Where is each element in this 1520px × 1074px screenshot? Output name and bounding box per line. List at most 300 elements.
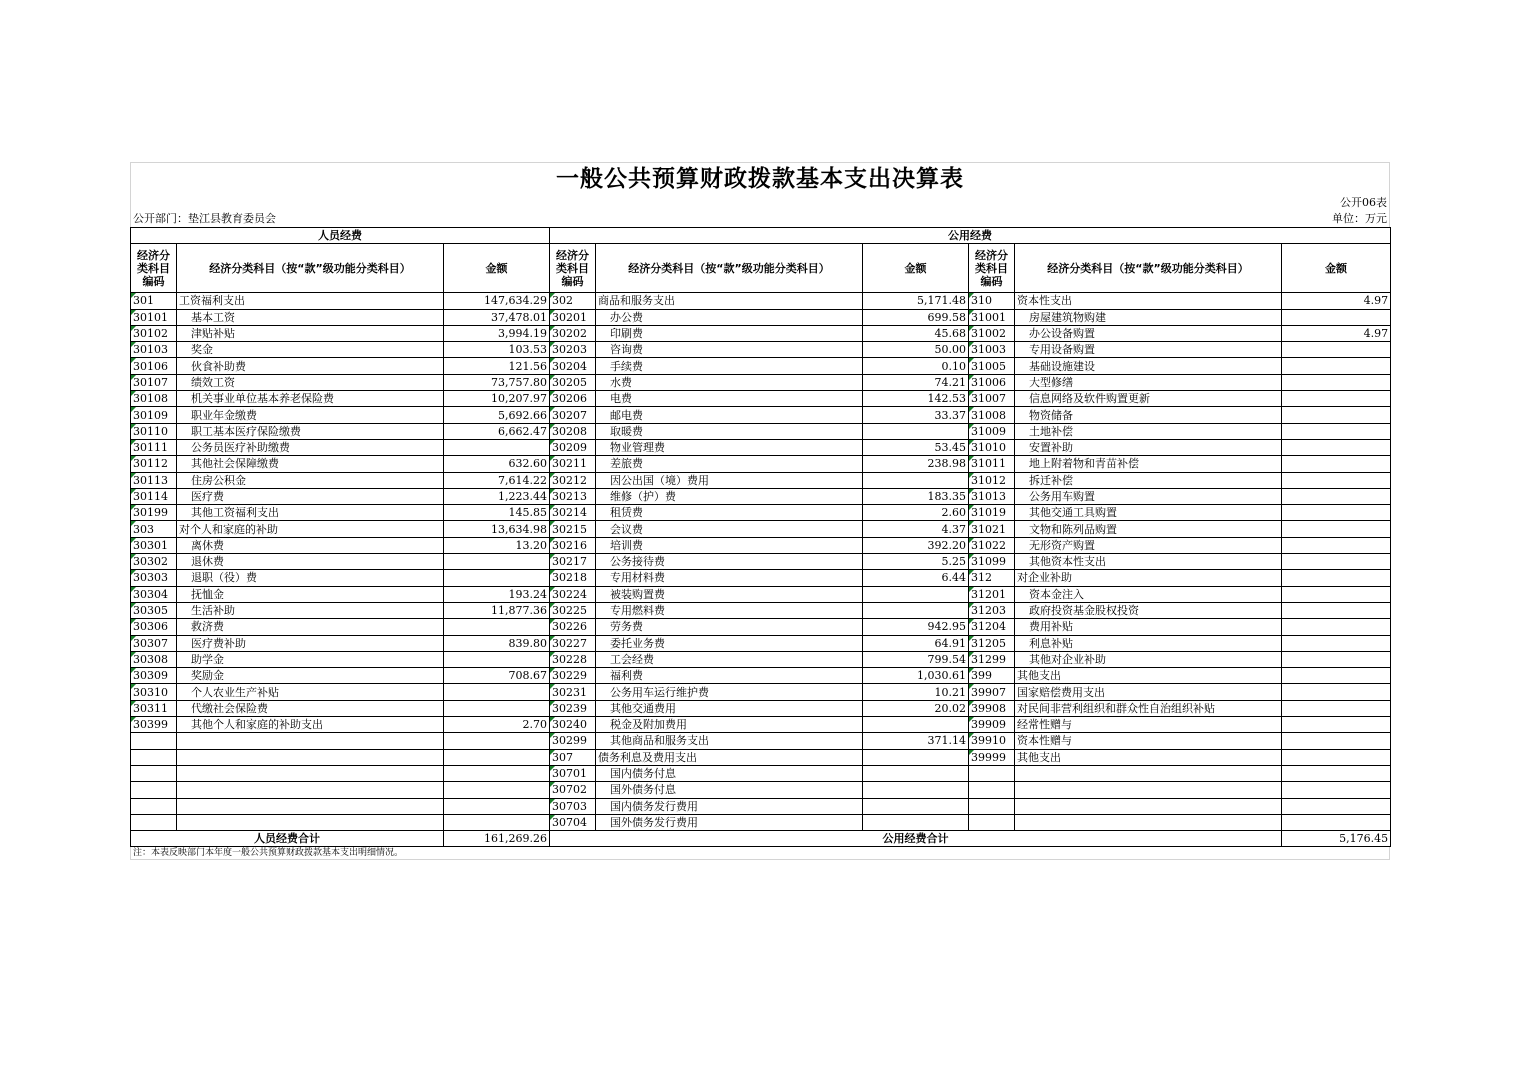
amount-cell [444,570,550,586]
code-cell: 30702 [550,782,596,798]
code-cell: 30227 [550,635,596,651]
table-row [131,374,1391,390]
item-name-cell: 绩效工资 [177,374,444,390]
code-cell: 30225 [550,602,596,618]
table-row [131,814,1391,830]
amount-cell [1282,700,1391,716]
amount-cell: 371.14 [863,733,969,749]
amount-cell [1282,765,1391,781]
item-name-cell: 费用补贴 [1015,619,1282,635]
amount-cell [444,439,550,455]
item-name-cell: 资本金注入 [1015,586,1282,602]
item-name-cell: 基础设施建设 [1015,358,1282,374]
amount-cell: 942.95 [863,619,969,635]
item-name-cell: 邮电费 [596,407,863,423]
code-cell: 310 [969,293,1015,309]
department-label: 公开部门：垫江县教育委员会 [133,212,276,225]
table-row [131,423,1391,439]
code-cell: 30310 [131,684,177,700]
amount-cell: 2.60 [863,505,969,521]
amount-cell [1282,619,1391,635]
code-cell: 30209 [550,439,596,455]
table-row [131,342,1391,358]
item-name-cell: 利息补贴 [1015,635,1282,651]
item-name-cell: 职业年金缴费 [177,407,444,423]
code-cell: 39909 [969,717,1015,733]
amount-cell: 53.45 [863,439,969,455]
code-cell: 30399 [131,717,177,733]
code-cell: 39999 [969,749,1015,765]
department-row [130,211,1390,227]
amount-cell: 3,994.19 [444,325,550,341]
item-name-cell: 伙食补助费 [177,358,444,374]
code-cell: 30203 [550,342,596,358]
item-name-cell: 专用材料费 [596,570,863,586]
item-name-cell: 专用设备购置 [1015,342,1282,358]
amount-cell [1282,635,1391,651]
amount-cell: 10.21 [863,684,969,700]
code-cell: 31012 [969,472,1015,488]
item-name-cell: 对个人和家庭的补助 [177,521,444,537]
item-name-cell: 房屋建筑物购建 [1015,309,1282,325]
item-name-cell: 公务用车购置 [1015,488,1282,504]
item-name-cell: 津贴补贴 [177,325,444,341]
item-name-cell: 培训费 [596,537,863,553]
amount-cell [1282,521,1391,537]
item-name-cell: 助学金 [177,651,444,667]
code-cell: 30704 [550,814,596,830]
table-row [131,651,1391,667]
code-cell: 31001 [969,309,1015,325]
table-row [131,798,1391,814]
table-row [131,570,1391,586]
amount-cell: 50.00 [863,342,969,358]
table-row [131,537,1391,553]
amount-cell [1282,472,1391,488]
amount-cell [444,782,550,798]
code-cell: 31201 [969,586,1015,602]
item-name-cell [1015,798,1282,814]
code-cell [131,749,177,765]
item-name-cell: 离休费 [177,537,444,553]
code-cell: 30239 [550,700,596,716]
amount-cell: 4.97 [1282,293,1391,309]
item-name-cell: 其他交通工具购置 [1015,505,1282,521]
amount-cell [1282,586,1391,602]
item-name-cell: 国内债务发行费用 [596,798,863,814]
code-cell: 30211 [550,456,596,472]
amount-cell [444,765,550,781]
item-name-cell: 抚恤金 [177,586,444,602]
code-cell: 30107 [131,374,177,390]
amount-cell [1282,374,1391,390]
amount-cell [444,619,550,635]
item-name-cell: 其他社会保障缴费 [177,456,444,472]
item-name-cell: 公务员医疗补助缴费 [177,439,444,455]
amount-cell: 699.58 [863,309,969,325]
amount-cell [444,814,550,830]
amount-cell [863,798,969,814]
item-name-cell: 办公设备购置 [1015,325,1282,341]
amount-cell [1282,733,1391,749]
item-name-cell: 医疗费补助 [177,635,444,651]
code-cell: 39910 [969,733,1015,749]
amount-cell [1282,456,1391,472]
item-name-cell: 经常性赠与 [1015,717,1282,733]
item-name-cell: 无形资产购置 [1015,537,1282,553]
code-cell [969,782,1015,798]
code-cell: 312 [969,570,1015,586]
table-row [131,586,1391,602]
code-cell: 30308 [131,651,177,667]
item-name-cell: 税金及附加费用 [596,717,863,733]
amount-cell: 7,614.22 [444,472,550,488]
amount-cell: 1,223.44 [444,488,550,504]
code-cell: 30213 [550,488,596,504]
code-cell: 30114 [131,488,177,504]
table-row [131,765,1391,781]
item-name-cell: 国家赔偿费用支出 [1015,684,1282,700]
amount-cell: 6,662.47 [444,423,550,439]
table-note: 注：本表反映部门本年度一般公共预算财政拨款基本支出明细情况。 [130,847,1390,860]
code-cell: 302 [550,293,596,309]
amount-cell [1282,684,1391,700]
amount-cell: 708.67 [444,668,550,684]
item-name-cell: 地上附着物和青苗补偿 [1015,456,1282,472]
code-cell: 31003 [969,342,1015,358]
code-cell: 30215 [550,521,596,537]
code-cell [131,733,177,749]
item-name-cell: 物业管理费 [596,439,863,455]
amount-cell [863,472,969,488]
code-cell: 31022 [969,537,1015,553]
code-cell: 31299 [969,651,1015,667]
table-row [131,733,1391,749]
amount-cell [863,782,969,798]
section-personnel: 人员经费 [131,228,550,244]
table-row [131,749,1391,765]
amount-cell [1282,749,1391,765]
code-cell: 30109 [131,407,177,423]
section-header-row [131,228,1391,244]
amount-cell [1282,814,1391,830]
amount-cell: 142.53 [863,391,969,407]
code-cell [131,782,177,798]
code-cell: 30217 [550,554,596,570]
amount-cell: 392.20 [863,537,969,553]
item-name-cell: 住房公积金 [177,472,444,488]
code-cell: 30304 [131,586,177,602]
section-public: 公用经费 [550,228,1391,244]
item-name-cell [177,798,444,814]
amount-cell [1282,358,1391,374]
amount-cell: 13.20 [444,537,550,553]
item-name-cell: 政府投资基金股权投资 [1015,602,1282,618]
page-title: 一般公共预算财政拨款基本支出决算表 [130,162,1390,195]
table-row [131,619,1391,635]
code-cell: 30202 [550,325,596,341]
item-name-cell: 奖金 [177,342,444,358]
personnel-total-label: 人员经费合计 [131,831,444,847]
table-row [131,602,1391,618]
amount-cell: 33.37 [863,407,969,423]
item-name-cell: 福利费 [596,668,863,684]
item-name-cell: 其他对企业补助 [1015,651,1282,667]
item-name-cell: 安置补助 [1015,439,1282,455]
item-name-cell: 信息网络及软件购置更新 [1015,391,1282,407]
code-cell: 30307 [131,635,177,651]
code-cell: 30228 [550,651,596,667]
table-row [131,309,1391,325]
code-cell: 30212 [550,472,596,488]
item-name-cell [177,814,444,830]
code-cell: 30226 [550,619,596,635]
code-cell: 30224 [550,586,596,602]
amount-cell [1282,651,1391,667]
item-name-cell: 物资储备 [1015,407,1282,423]
item-name-cell: 商品和服务支出 [596,293,863,309]
amount-cell [1282,798,1391,814]
code-cell: 31204 [969,619,1015,635]
amount-cell [863,717,969,733]
amount-cell: 64.91 [863,635,969,651]
code-cell: 30204 [550,358,596,374]
table-row [131,488,1391,504]
code-cell: 30216 [550,537,596,553]
item-name-cell: 专用燃料费 [596,602,863,618]
code-cell: 30305 [131,602,177,618]
table-row [131,521,1391,537]
code-cell: 30218 [550,570,596,586]
item-name-cell: 委托业务费 [596,635,863,651]
amount-cell [1282,537,1391,553]
code-cell: 31013 [969,488,1015,504]
amount-cell [863,423,969,439]
item-name-cell: 大型修缮 [1015,374,1282,390]
table-row [131,456,1391,472]
amount-cell [1282,309,1391,325]
item-name-cell: 国内债务付息 [596,765,863,781]
code-cell: 30113 [131,472,177,488]
item-name-cell: 文物和陈列品购置 [1015,521,1282,537]
amount-cell: 20.02 [863,700,969,716]
item-name-cell: 维修（护）费 [596,488,863,504]
amount-cell [444,554,550,570]
code-cell: 30208 [550,423,596,439]
amount-cell: 10,207.97 [444,391,550,407]
amount-cell [444,684,550,700]
code-cell: 30205 [550,374,596,390]
code-cell [969,798,1015,814]
item-name-cell: 救济费 [177,619,444,635]
item-name-cell: 对企业补助 [1015,570,1282,586]
code-cell: 30102 [131,325,177,341]
amount-cell: 147,634.29 [444,293,550,309]
amount-cell [1282,554,1391,570]
amount-cell: 45.68 [863,325,969,341]
public-total-label: 公用经费合计 [550,831,1282,847]
code-cell: 30207 [550,407,596,423]
item-name-cell [177,765,444,781]
column-header-name: 经济分类科目（按“款”级功能分类科目） [177,244,444,293]
column-header-code: 经济分类科目编码 [969,244,1015,293]
item-name-cell: 公务用车运行维护费 [596,684,863,700]
code-cell: 30311 [131,700,177,716]
code-cell: 31008 [969,407,1015,423]
amount-cell: 1,030.61 [863,668,969,684]
amount-cell: 121.56 [444,358,550,374]
table-row [131,407,1391,423]
amount-cell: 632.60 [444,456,550,472]
code-cell [131,814,177,830]
item-name-cell: 其他支出 [1015,668,1282,684]
code-cell: 30110 [131,423,177,439]
code-cell: 31021 [969,521,1015,537]
expenditure-table [130,227,1391,847]
item-name-cell: 手续费 [596,358,863,374]
amount-cell [1282,505,1391,521]
amount-cell: 5.25 [863,554,969,570]
item-name-cell [177,733,444,749]
code-cell: 30299 [550,733,596,749]
amount-cell: 145.85 [444,505,550,521]
item-name-cell: 工资福利支出 [177,293,444,309]
item-name-cell: 公务接待费 [596,554,863,570]
amount-cell: 103.53 [444,342,550,358]
item-name-cell: 资本性支出 [1015,293,1282,309]
column-header-amount: 金额 [1282,244,1391,293]
amount-cell [1282,717,1391,733]
table-row [131,554,1391,570]
item-name-cell [177,782,444,798]
item-name-cell: 职工基本医疗保险缴费 [177,423,444,439]
amount-cell: 0.10 [863,358,969,374]
form-number-row [130,195,1390,211]
item-name-cell: 土地补偿 [1015,423,1282,439]
code-cell: 30206 [550,391,596,407]
item-name-cell: 奖励金 [177,668,444,684]
amount-cell [1282,407,1391,423]
item-name-cell: 其他个人和家庭的补助支出 [177,717,444,733]
table-row [131,635,1391,651]
code-cell: 31006 [969,374,1015,390]
code-cell: 31007 [969,391,1015,407]
table-row [131,717,1391,733]
code-cell: 30106 [131,358,177,374]
item-name-cell: 其他资本性支出 [1015,554,1282,570]
item-name-cell: 基本工资 [177,309,444,325]
table-row [131,782,1391,798]
item-name-cell: 其他交通费用 [596,700,863,716]
code-cell: 30703 [550,798,596,814]
amount-cell: 11,877.36 [444,602,550,618]
code-cell: 30301 [131,537,177,553]
item-name-cell: 因公出国（境）费用 [596,472,863,488]
code-cell: 30306 [131,619,177,635]
code-cell: 31005 [969,358,1015,374]
code-cell: 30112 [131,456,177,472]
code-cell: 31203 [969,602,1015,618]
amount-cell: 799.54 [863,651,969,667]
amount-cell: 74.21 [863,374,969,390]
amount-cell: 839.80 [444,635,550,651]
budget-sheet [130,162,1390,860]
totals-row [131,831,1391,847]
code-cell: 30302 [131,554,177,570]
column-header-row [131,244,1391,293]
item-name-cell: 会议费 [596,521,863,537]
item-name-cell: 办公费 [596,309,863,325]
amount-cell [863,602,969,618]
amount-cell: 5,171.48 [863,293,969,309]
amount-cell [1282,782,1391,798]
table-body [131,293,1391,831]
amount-cell [444,733,550,749]
code-cell: 30214 [550,505,596,521]
table-row [131,505,1391,521]
unit-label: 单位：万元 [1332,212,1387,225]
code-cell: 30201 [550,309,596,325]
code-cell: 31009 [969,423,1015,439]
code-cell: 30240 [550,717,596,733]
amount-cell [1282,668,1391,684]
code-cell: 30701 [550,765,596,781]
table-row [131,472,1391,488]
amount-cell [863,765,969,781]
item-name-cell [1015,814,1282,830]
code-cell: 30229 [550,668,596,684]
amount-cell: 37,478.01 [444,309,550,325]
code-cell [969,814,1015,830]
item-name-cell: 其他工资福利支出 [177,505,444,521]
code-cell: 31002 [969,325,1015,341]
item-name-cell: 咨询费 [596,342,863,358]
amount-cell: 73,757.80 [444,374,550,390]
item-name-cell [1015,782,1282,798]
column-header-code: 经济分类科目编码 [131,244,177,293]
amount-cell [863,586,969,602]
code-cell: 307 [550,749,596,765]
amount-cell [444,700,550,716]
table-row [131,358,1391,374]
item-name-cell: 债务利息及费用支出 [596,749,863,765]
table-row [131,391,1391,407]
code-cell: 39908 [969,700,1015,716]
item-name-cell [1015,765,1282,781]
item-name-cell: 机关事业单位基本养老保险费 [177,391,444,407]
item-name-cell: 取暖费 [596,423,863,439]
code-cell: 39907 [969,684,1015,700]
table-row [131,700,1391,716]
form-number: 公开06表 [1340,196,1387,209]
column-header-code: 经济分类科目编码 [550,244,596,293]
item-name-cell: 退职（役）费 [177,570,444,586]
amount-cell [1282,602,1391,618]
item-name-cell: 工会经费 [596,651,863,667]
amount-cell [863,749,969,765]
amount-cell [1282,439,1391,455]
amount-cell: 6.44 [863,570,969,586]
personnel-total-amount: 161,269.26 [444,831,550,847]
column-header-amount: 金额 [863,244,969,293]
amount-cell: 183.35 [863,488,969,504]
table-row [131,439,1391,455]
code-cell [969,765,1015,781]
amount-cell: 4.37 [863,521,969,537]
column-header-amount: 金额 [444,244,550,293]
code-cell: 301 [131,293,177,309]
code-cell: 30231 [550,684,596,700]
